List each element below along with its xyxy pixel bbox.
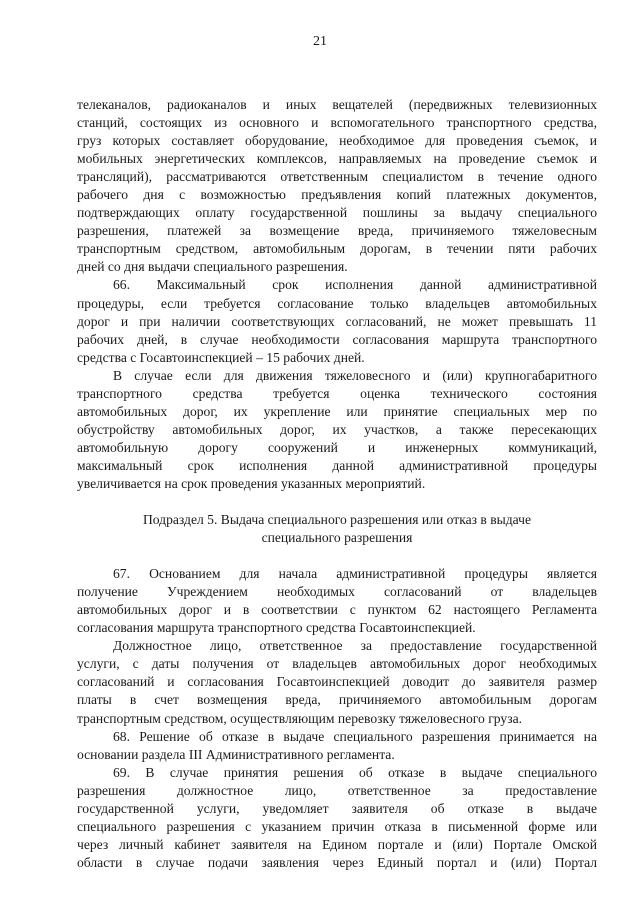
text-line: транспортным средством, автомобильным дорогам, в течении пяти рабочих <box>77 241 597 257</box>
text-line: автомобильную дорогу сооружений и инженерных коммуникаций, <box>77 439 597 455</box>
paragraph <box>77 96 597 276</box>
text-line: обустройству автомобильных дорог, их участков, а также пересекающих <box>77 421 597 437</box>
text-line: области в случае подачи заявления через Единый портал и (или) Портал <box>77 854 597 870</box>
page-number: 21 <box>313 34 327 49</box>
text-line: станций, состоящих из основного и вспомогательного транспортного средства, <box>77 115 597 131</box>
paragraph <box>77 728 597 764</box>
text-line: разрешения, платежей за возмещение вреда, причиняемого тяжеловесным <box>77 223 597 239</box>
text-line: автомобильных дорог и в соответствии с пунктом 62 настоящего Регламента <box>77 602 597 618</box>
paragraph <box>77 764 597 872</box>
text-line: телеканалов, радиоканалов и иных вещателей (передвижных телевизионных <box>77 97 597 112</box>
text-line: В случае если для движения тяжеловесного и (или) крупногабаритного <box>113 367 597 383</box>
text-line: основании раздела III Административного регламента. <box>77 746 395 762</box>
text-line: 69. В случае принятия решения об отказе в выдаче специального <box>113 764 597 780</box>
text-line: услуги, с даты получения от владельцев автомобильных дорог необходимых <box>77 656 597 672</box>
text-line: 68. Решение об отказе в выдаче специального разрешения принимается на <box>113 728 597 744</box>
text-line: дорог и при наличии соответствующих согласований, не может превышать 11 <box>77 313 597 329</box>
text-line: мобильных энергетических комплексов, направляемых на проведение съемок и <box>77 151 597 167</box>
text-line: транспортного средства требуется оценка технического состояния <box>77 385 597 401</box>
text-line: автомобильных дорог, их укрепление или принятие специальных мер по <box>77 403 597 419</box>
text-line: 67. Основанием для начала административной процедуры является <box>113 566 597 582</box>
text-line: рабочих дней, в случае необходимости согласования маршрута транспортного <box>77 331 597 347</box>
paragraph <box>77 367 597 493</box>
text-line: дней со дня выдачи специального разрешения. <box>77 259 348 275</box>
text-line: подтверждающих оплату государственной пошлины за выдачу специального <box>77 205 597 221</box>
text-line: платы в счет возмещения вреда, причиняемого автомобильным дорогам <box>77 692 597 708</box>
paragraph <box>77 276 597 366</box>
text-line: 66. Максимальный срок исполнения данной административной <box>113 277 597 293</box>
heading-line: Подраздел 5. Выдача специального разрешения или отказ в выдаче <box>142 512 532 528</box>
paragraph <box>77 637 597 727</box>
text-line: увеличивается на срок проведения указанных мероприятий. <box>77 475 426 491</box>
text-line: трансляций), рассматриваются ответственным специалистом в течение одного <box>77 169 597 185</box>
spacer <box>77 493 597 511</box>
text-line: Должностное лицо, ответственное за предоставление государственной <box>113 638 597 654</box>
text-line: процедуры, если требуется согласование только владельцев автомобильных <box>77 295 597 311</box>
document-body <box>77 96 597 872</box>
text-line: максимальный срок исполнения данной административной процедуры <box>77 457 597 473</box>
text-line: разрешения должностное лицо, ответственное за предоставление <box>77 782 597 798</box>
text-line: через личный кабинет заявителя на Едином портале и (или) Портале Омской <box>77 836 597 852</box>
heading-line: специального разрешения <box>261 530 413 546</box>
text-line: транспортным средством, осуществляющим перевозку тяжеловесного груза. <box>77 710 523 726</box>
paragraph <box>77 565 597 637</box>
text-line: получение Учреждением необходимых согласований от владельцев <box>77 584 597 600</box>
text-line: согласований и согласования Госавтоинспекцией доводит до заявителя размер <box>77 674 597 690</box>
text-line: государственной услуги, уведомляет заявителя об отказе в выдаче <box>77 800 597 816</box>
text-line: согласования маршрута транспортного средства Госавтоинспекцией. <box>77 620 476 636</box>
text-line: груз которых составляет оборудование, необходимое для проведения съемок, и <box>77 133 597 149</box>
section-heading <box>77 511 597 547</box>
text-line: средства с Госавтоинспекцией – 15 рабочих дней. <box>77 349 365 365</box>
text-line: рабочего дня с возможностью предъявления копий платежных документов, <box>77 187 597 203</box>
text-line: специального разрешения с указанием причин отказа в письменной форме или <box>77 818 597 834</box>
spacer <box>77 547 597 565</box>
